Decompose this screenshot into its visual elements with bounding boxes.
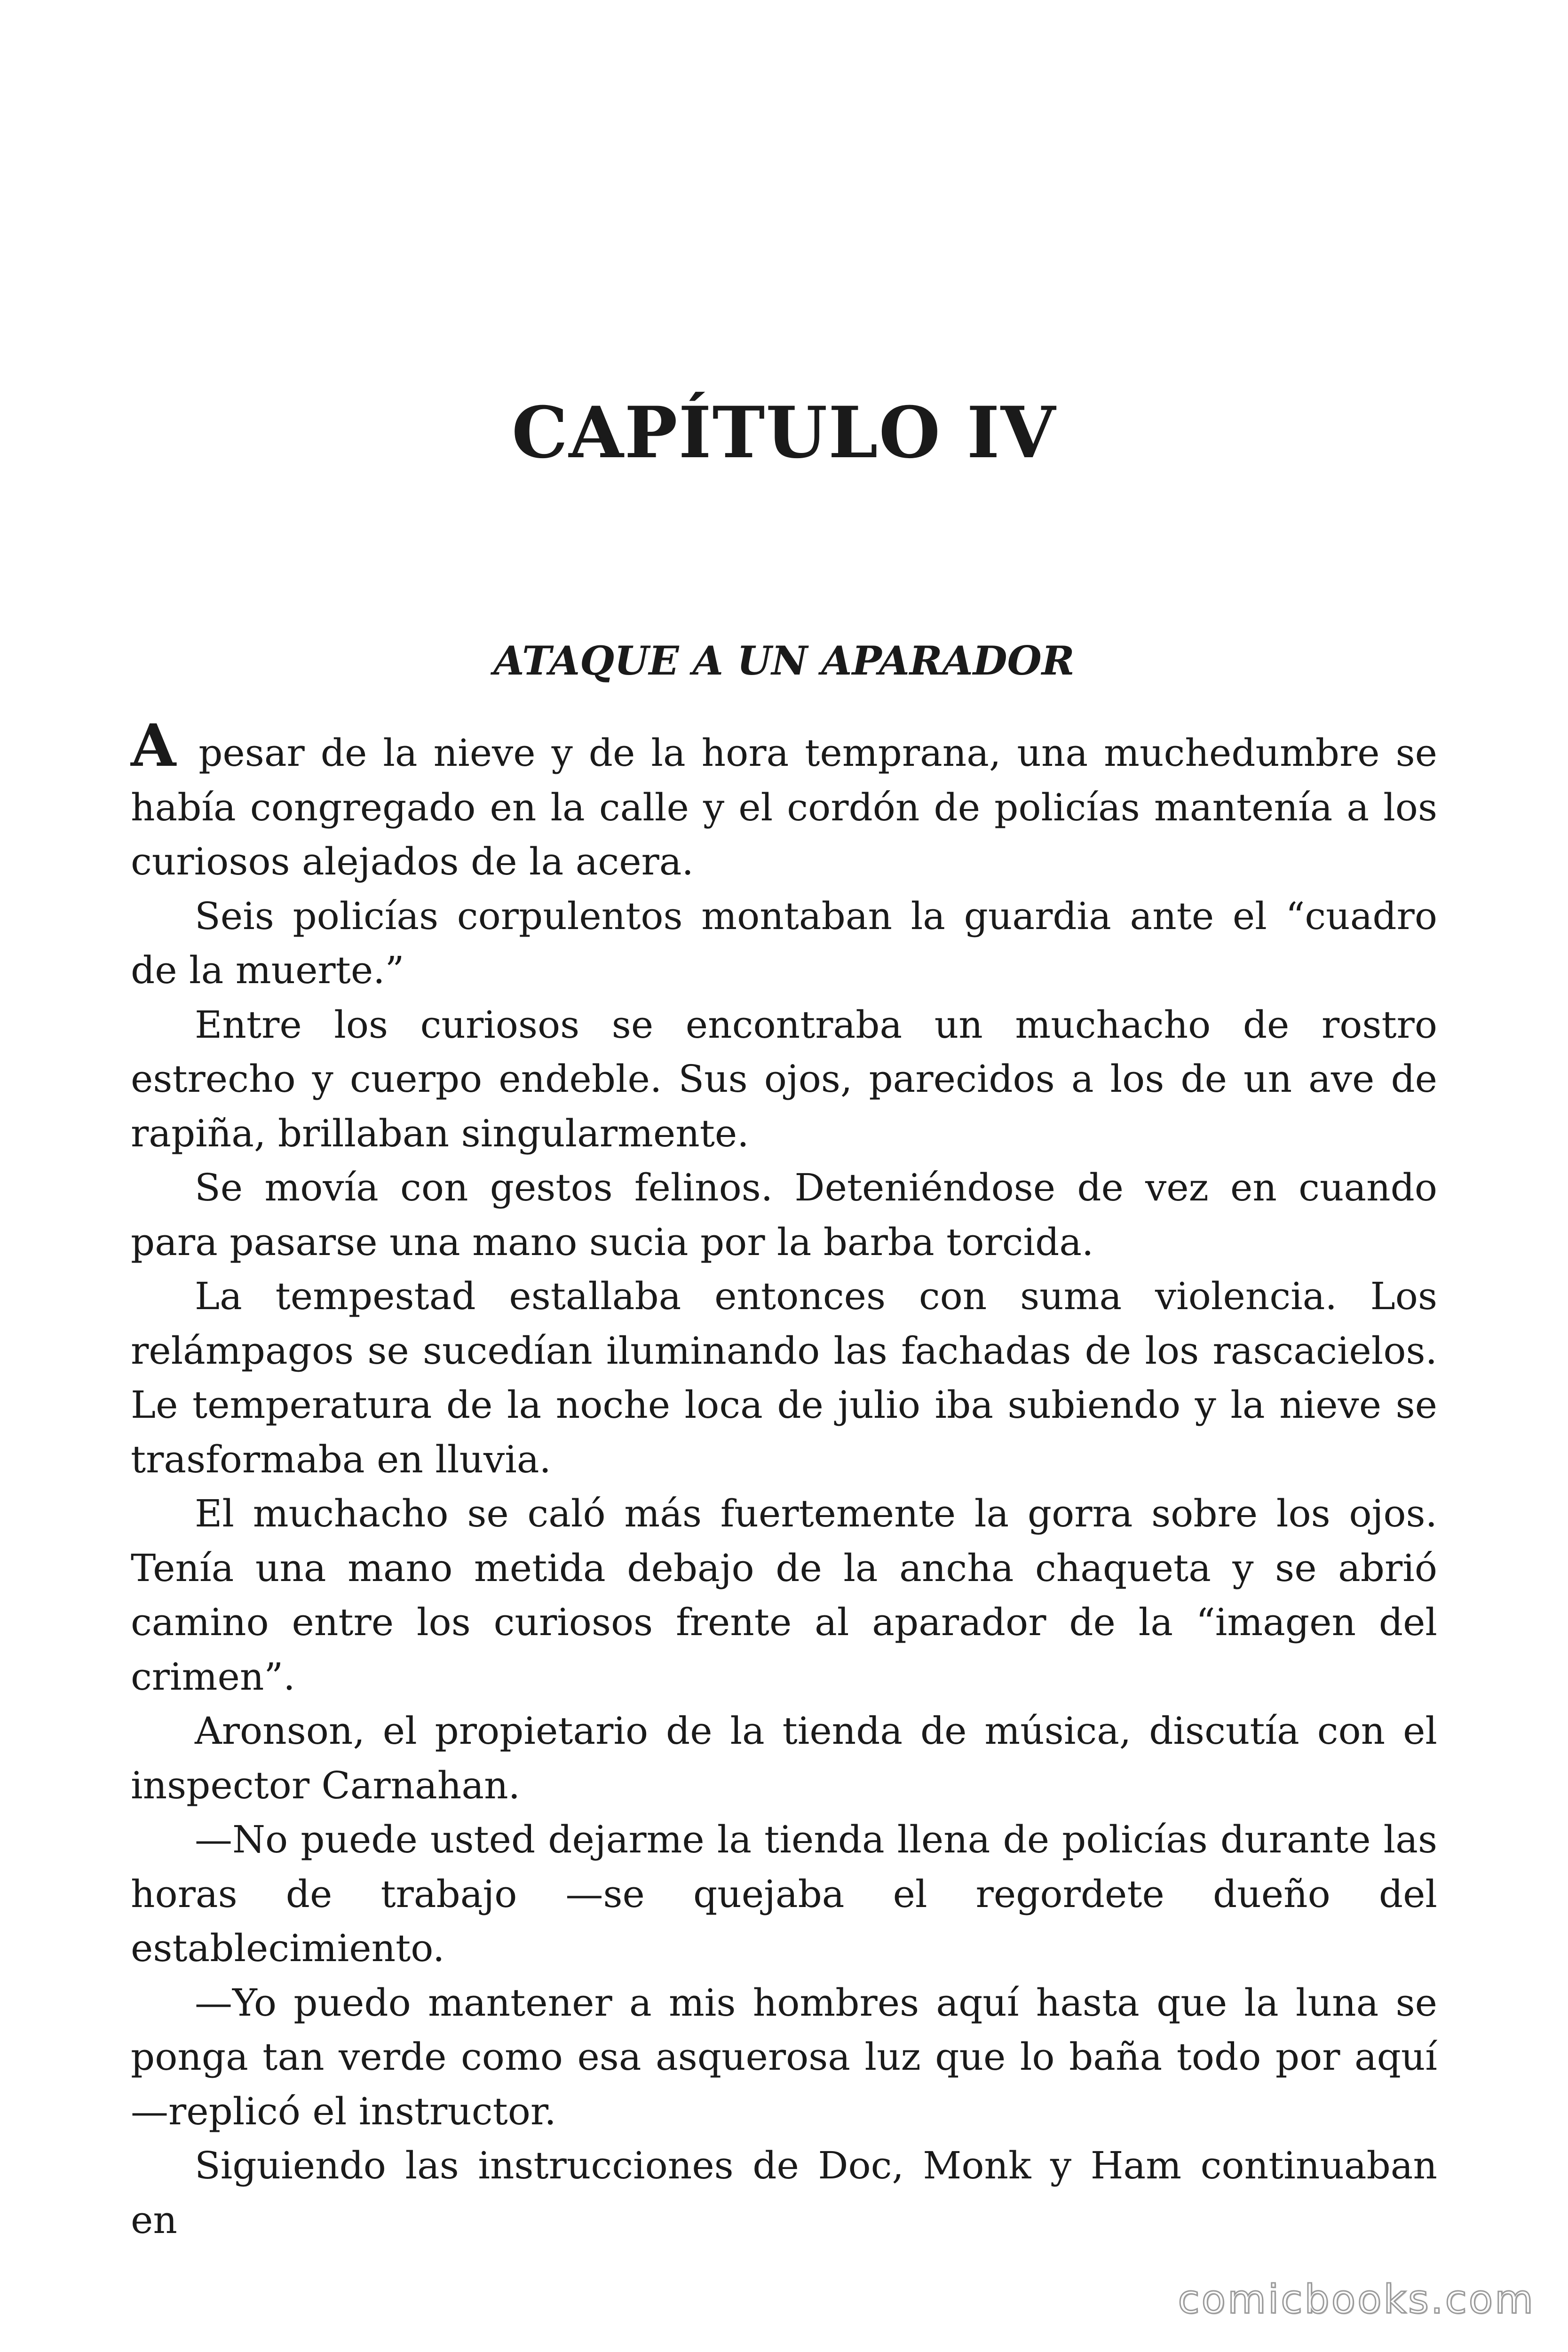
paragraph: Aronson, el propietario de la tienda de música, discutía con el inspector Carnahan. bbox=[131, 1709, 1437, 1807]
chapter-title: CAPÍTULO IV bbox=[511, 391, 1057, 474]
chapter-subtitle: ATAQUE A UN APARADOR bbox=[493, 637, 1075, 684]
drop-cap: A bbox=[131, 712, 176, 780]
paragraph bbox=[131, 712, 1437, 889]
paragraph-text: pesar de la nieve y de la hora temprana, una muchedumbre se había congregado en la calle y el cordón de policías mantenía a los curiosos alejados de la acera. bbox=[131, 731, 1437, 883]
paragraph: Seis policías corpulentos montaban la guardia ante el “cuadro de la muerte.” bbox=[131, 894, 1437, 992]
paragraph: —Yo puedo mantener a mis hombres aquí hasta que la luna se ponga tan verde como esa asquerosa luz que lo baña todo por aquí —replicó el instructor. bbox=[131, 1980, 1437, 2133]
paragraph: El muchacho se caló más fuertemente la gorra sobre los ojos. Tenía una mano metida debajo de la ancha chaqueta y se abrió camino entre los curiosos frente al aparador de la “imagen del crimen”. bbox=[131, 1492, 1437, 1699]
paragraph: La tempestad estallaba entonces con suma violencia. Los relámpagos se sucedían iluminando las fachadas de los rascacielos. Le temperatura de la noche loca de julio iba subiendo y la nieve se trasformaba en lluvia. bbox=[131, 1274, 1437, 1481]
paragraph: Siguiendo las instrucciones de Doc, Monk y Ham continuaban en bbox=[131, 2144, 1437, 2242]
watermark: comicbooks.com bbox=[1178, 2276, 1535, 2322]
paragraph: Se movía con gestos felinos. Deteniéndose de vez en cuando para pasarse una mano sucia por la barba torcida. bbox=[131, 1166, 1437, 1264]
paragraph: —No puede usted dejarme la tienda llena de policías durante las horas de trabajo —se quejaba el regordete dueño del establecimiento. bbox=[131, 1818, 1437, 1970]
chapter-body bbox=[131, 712, 1437, 2247]
paragraph: Entre los curiosos se encontraba un muchacho de rostro estrecho y cuerpo endeble. Sus ojos, parecidos a los de un ave de rapiña, brillaban singularmente. bbox=[131, 1002, 1437, 1155]
